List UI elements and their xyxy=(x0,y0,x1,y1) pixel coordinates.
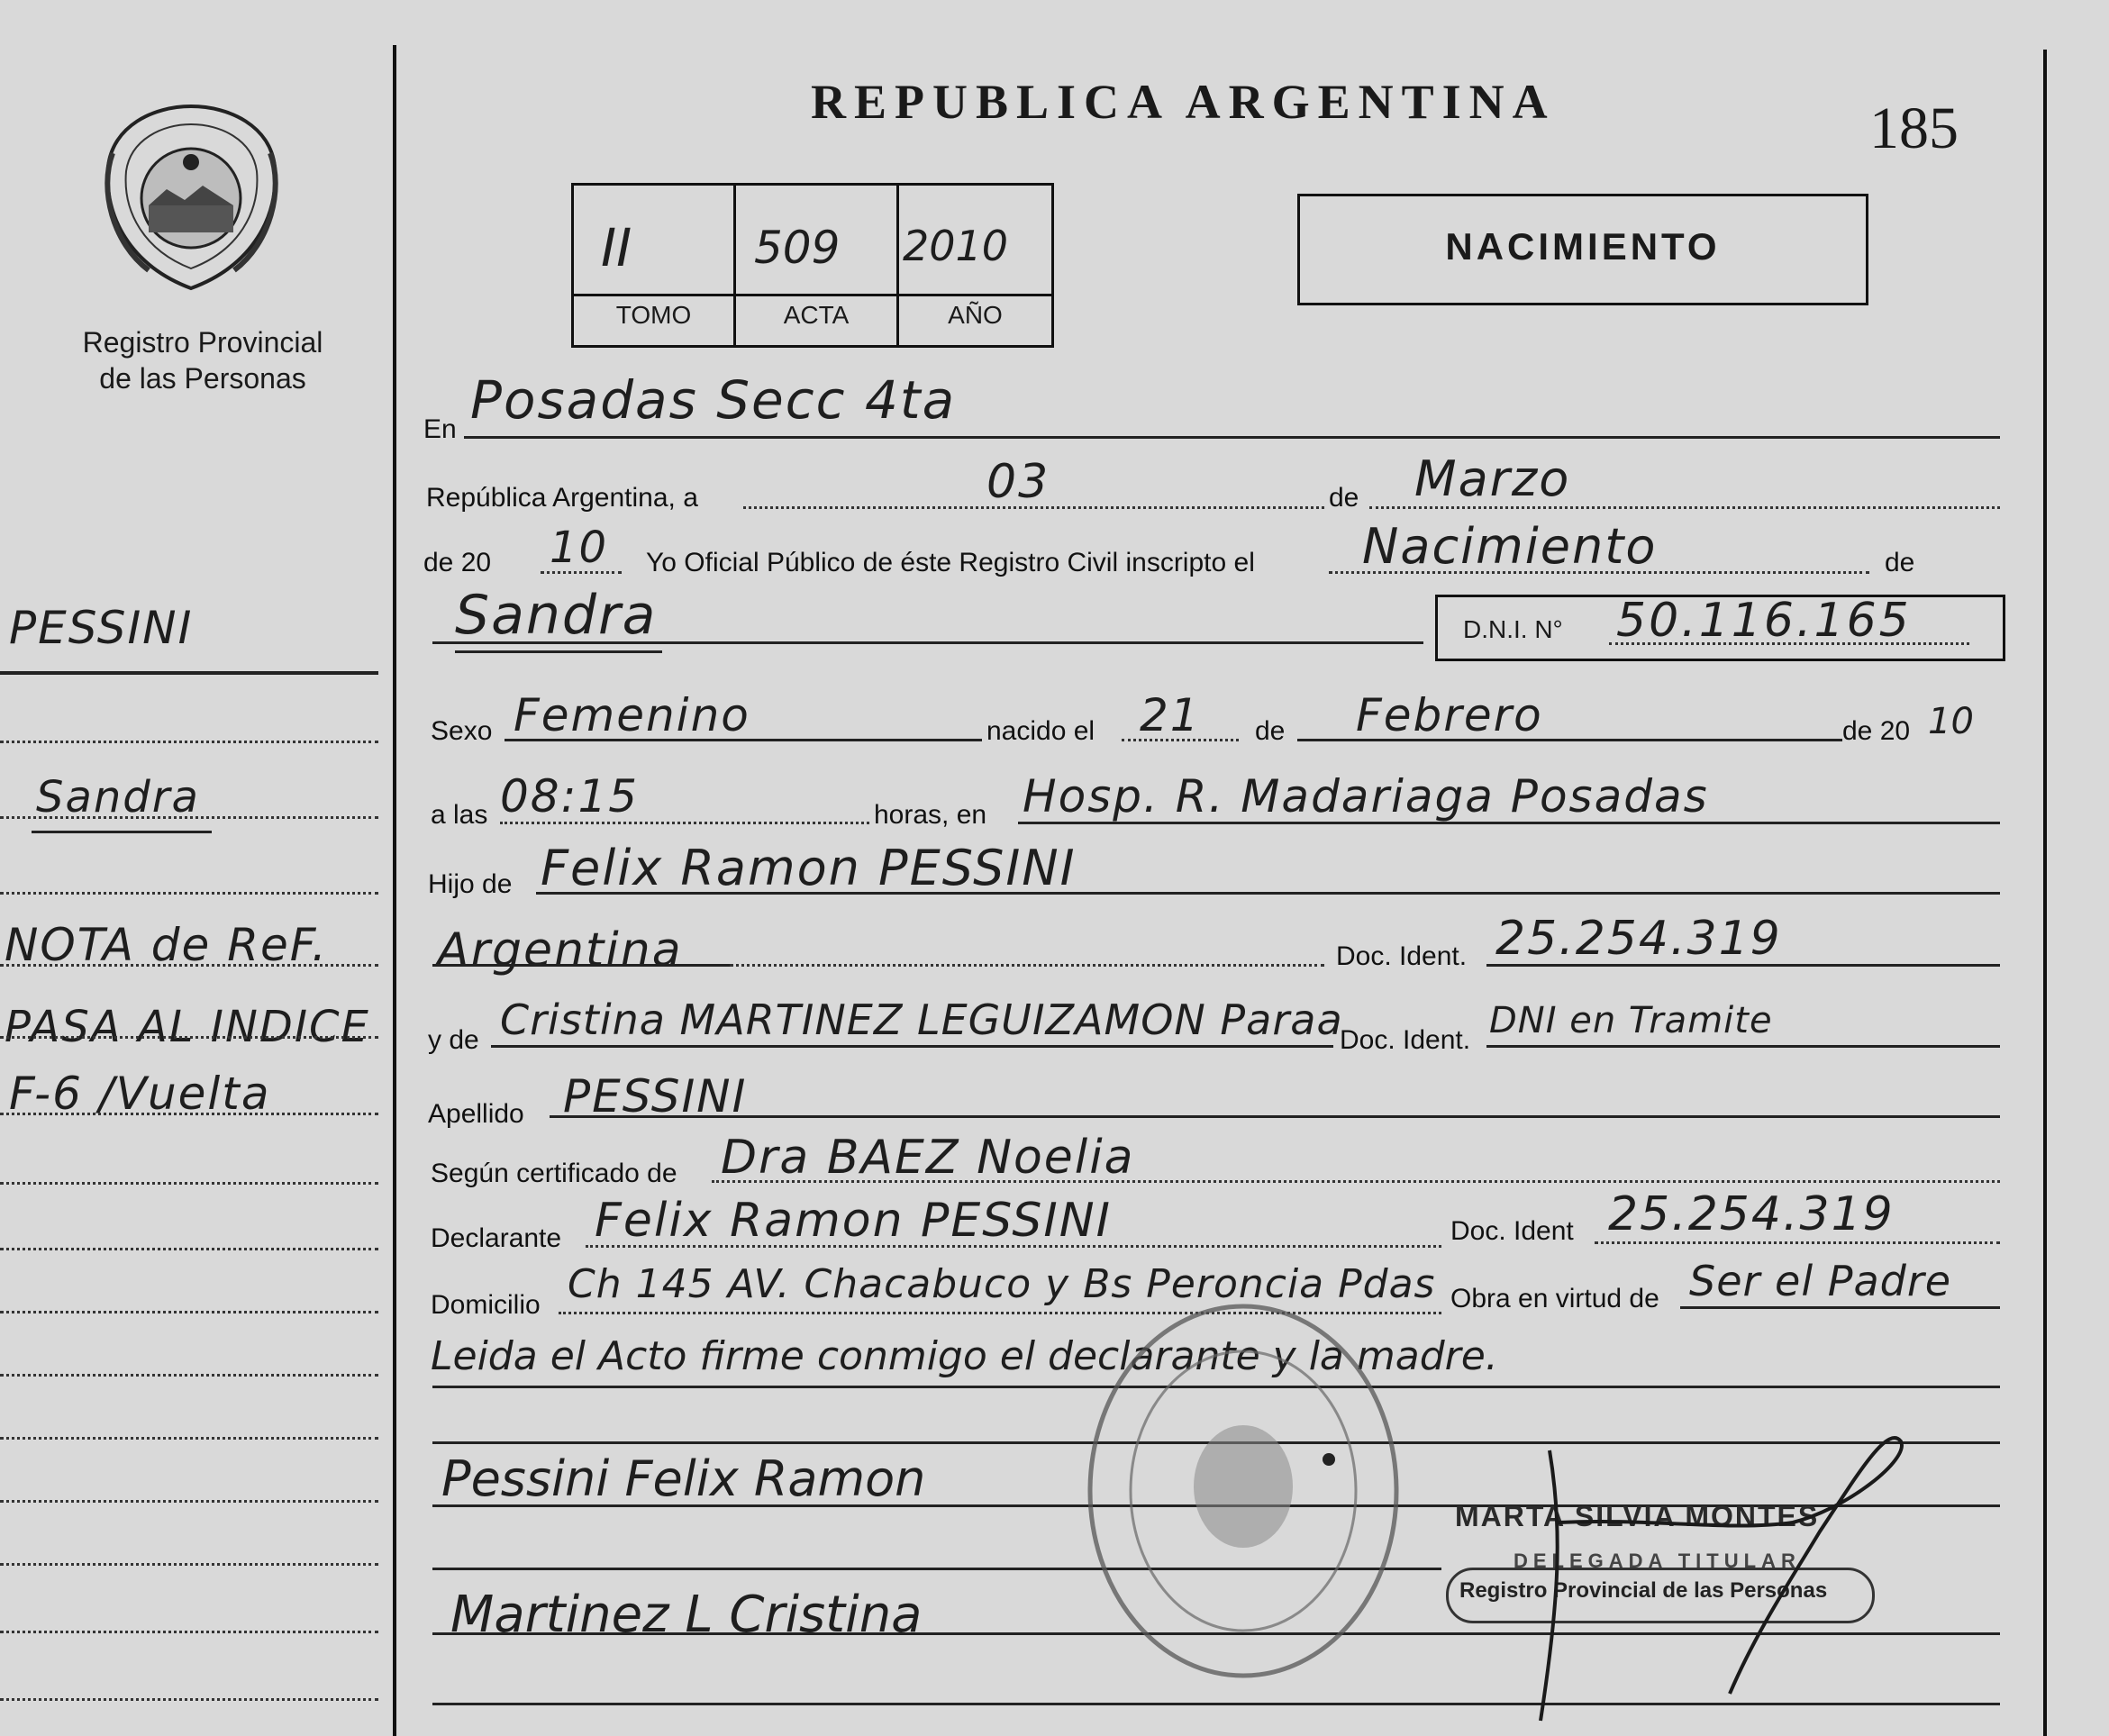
document-type: NACIMIENTO xyxy=(1445,225,1721,268)
doc1-value: 25.254.319 xyxy=(1495,912,1782,966)
margin-given-name: Sandra xyxy=(36,772,200,823)
oficial-label: Yo Oficial Público de éste Registro Civil inscripto el xyxy=(646,548,1255,577)
folio-number: 185 xyxy=(1869,95,1959,161)
hijo-label: Hijo de xyxy=(428,869,513,899)
margin-note-1: NOTA de ReF. xyxy=(5,919,328,971)
birth-year-label: de 20 xyxy=(1842,716,1911,746)
doc2-value: DNI en Tramite xyxy=(1489,1000,1773,1041)
acta-label: ACTA xyxy=(783,301,850,329)
declarante-label: Declarante xyxy=(431,1223,562,1253)
year-suffix-value: 10 xyxy=(550,523,609,573)
segun-value: Dra BAEZ Noelia xyxy=(721,1131,1135,1185)
en-label: En xyxy=(423,414,457,444)
leida-value: Leida el Acto firme conmigo el declarante y la madre. xyxy=(431,1333,1498,1379)
declarante-value: Felix Ramon PESSINI xyxy=(595,1194,1112,1248)
doc3-value: 25.254.319 xyxy=(1608,1187,1895,1241)
dni-box xyxy=(1435,595,2005,661)
dni-value: 50.116.165 xyxy=(1616,594,1912,648)
en-value: Posadas Secc 4ta xyxy=(470,369,957,431)
padre-nac-value: Argentina xyxy=(437,923,683,977)
doc2-label: Doc. Ident. xyxy=(1340,1025,1471,1055)
official-title: DELEGADA TITULAR xyxy=(1514,1550,1801,1572)
name-value: Sandra xyxy=(455,584,658,647)
official-round-seal-icon xyxy=(1081,1297,1405,1685)
acta-value: 509 xyxy=(754,222,841,274)
de3-label: de xyxy=(1255,716,1286,746)
anio-label: AÑO xyxy=(948,301,1003,329)
acto-value: Nacimiento xyxy=(1362,518,1658,575)
margin-surname: PESSINI xyxy=(9,602,194,654)
tomo-value: II xyxy=(601,217,632,278)
year-prefix-label: de 20 xyxy=(423,548,492,577)
signature-mother: Martinez L Cristina xyxy=(450,1586,923,1644)
domicilio-value: Ch 145 AV. Chacabuco y Bs Peroncia Pdas xyxy=(568,1261,1436,1307)
registry-table xyxy=(571,183,1054,348)
padre-value: Felix Ramon PESSINI xyxy=(541,840,1077,896)
tomo-label: TOMO xyxy=(615,301,692,329)
apellido-value: PESSINI xyxy=(563,1070,748,1122)
issuer-name-line2: de las Personas xyxy=(99,362,306,395)
day-value: 03 xyxy=(986,455,1050,509)
doc1-label: Doc. Ident. xyxy=(1336,941,1468,971)
dni-label: D.N.I. N° xyxy=(1463,615,1563,643)
doc3-label: Doc. Ident xyxy=(1450,1216,1574,1246)
sexo-label: Sexo xyxy=(431,716,493,746)
month-value: Marzo xyxy=(1414,450,1571,507)
yde-label: y de xyxy=(428,1025,479,1055)
margin-note-3: F-6 /Vuelta xyxy=(9,1068,271,1120)
segun-label: Según certificado de xyxy=(431,1159,677,1188)
domicilio-label: Domicilio xyxy=(431,1290,541,1320)
left-border-line xyxy=(393,45,396,1736)
provincial-seal-icon xyxy=(95,99,288,297)
birth-year-suffix-value: 10 xyxy=(1928,701,1974,742)
republica-label: República Argentina, a xyxy=(426,483,698,513)
signature-father: Pessini Felix Ramon xyxy=(441,1450,926,1507)
nacido-label: nacido el xyxy=(986,716,1095,746)
obra-label: Obra en virtud de xyxy=(1450,1284,1659,1313)
country-title: REPUBLICA ARGENTINA xyxy=(811,75,1556,129)
official-signature-icon xyxy=(1432,1423,1937,1736)
apellido-label: Apellido xyxy=(428,1099,524,1129)
obra-value: Ser el Padre xyxy=(1689,1257,1952,1305)
de-label: de xyxy=(1329,483,1359,513)
margin-note-2: PASA AL INDICE xyxy=(5,1002,370,1052)
birth-month-value: Febrero xyxy=(1356,689,1543,741)
official-name: MARTA SILVIA MONTES xyxy=(1455,1500,1820,1532)
lugar-value: Hosp. R. Madariaga Posadas xyxy=(1023,770,1709,823)
de2-label: de xyxy=(1885,548,1915,577)
hora-value: 08:15 xyxy=(500,770,640,823)
birth-day-value: 21 xyxy=(1140,689,1201,741)
sexo-value: Femenino xyxy=(514,689,750,741)
madre-value: Cristina MARTINEZ LEGUIZAMON Paraa xyxy=(500,995,1343,1044)
right-border-line xyxy=(2043,50,2047,1736)
official-institution: Registro Provincial de las Personas xyxy=(1459,1578,1828,1603)
issuer-name-line1: Registro Provincial xyxy=(82,326,323,359)
margin-solid-line xyxy=(0,671,378,675)
document-type-box xyxy=(1297,194,1868,305)
anio-value: 2010 xyxy=(903,222,1009,270)
alas-label: a las xyxy=(431,800,488,830)
horas-label: horas, en xyxy=(874,800,987,830)
margin-underline xyxy=(32,831,212,833)
